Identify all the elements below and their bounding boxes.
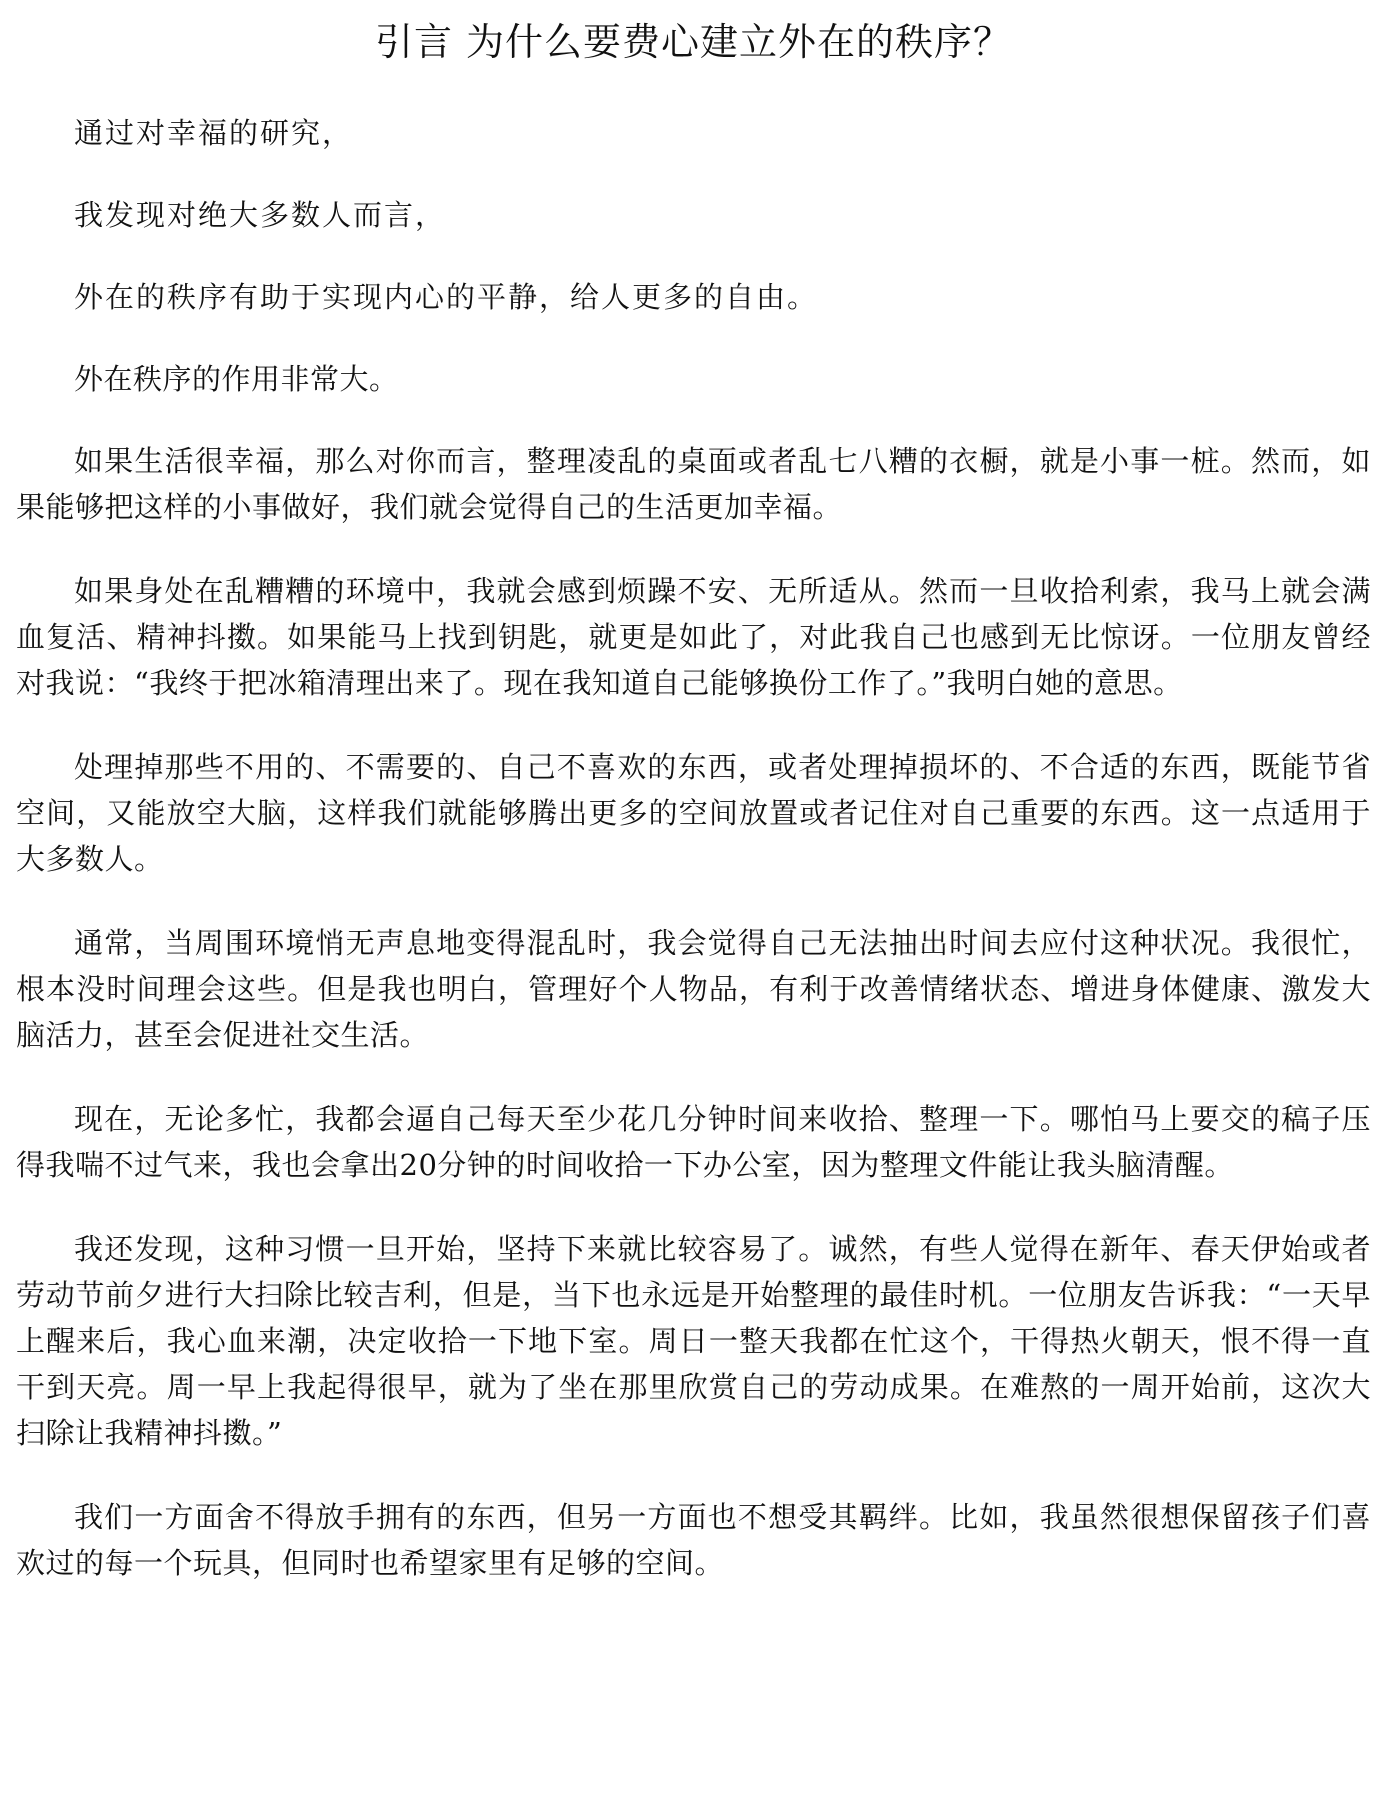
paragraph: 通常，当周围环境悄无声息地变得混乱时，我会觉得自己无法抽出时间去应付这种状况。我很忙，根本没时间理会这些。但是我也明白，管理好个人物品，有利于改善情绪状态、增进身体健康、激发大脑活力，甚至会促进社交生活。: [16, 926, 1371, 1052]
paragraph: 外在的秩序有助于实现内心的平静，给人更多的自由。: [74, 280, 819, 314]
paragraph: 如果生活很幸福，那么对你而言，整理凌乱的桌面或者乱七八糟的衣橱，就是小事一桩。然而，如果能够把这样的小事做好，我们就会觉得自己的生活更加幸福。: [16, 444, 1371, 524]
paragraph: 外在秩序的作用非常大。: [74, 362, 399, 396]
paragraph: 我发现对绝大多数人而言，: [74, 198, 447, 232]
page-title: 引言 为什么要费心建立外在的秩序？: [374, 20, 1013, 64]
paragraph: 现在，无论多忙，我都会逼自己每天至少花几分钟时间来收拾、整理一下。哪怕马上要交的稿子压得我喘不过气来，我也会拿出20分钟的时间收拾一下办公室，因为整理文件能让我头脑清醒。: [16, 1102, 1371, 1182]
paragraph: 我们一方面舍不得放手拥有的东西，但另一方面也不想受其羁绊。比如，我虽然很想保留孩子们喜欢过的每一个玩具，但同时也希望家里有足够的空间。: [16, 1500, 1371, 1580]
paragraph: 处理掉那些不用的、不需要的、自己不喜欢的东西，或者处理掉损坏的、不合适的东西，既能节省空间，又能放空大脑，这样我们就能够腾出更多的空间放置或者记住对自己重要的东西。这一点适用于大多数人。: [16, 750, 1371, 876]
document-body: [16, 110, 1371, 1586]
paragraph: 如果身处在乱糟糟的环境中，我就会感到烦躁不安、无所适从。然而一旦收拾利索，我马上就会满血复活、精神抖擞。如果能马上找到钥匙，就更是如此了，对此我自己也感到无比惊讶。一位朋友曾经对我说：“我终于把冰箱清理出来了。现在我知道自己能够换份工作了。”我明白她的意思。: [16, 574, 1371, 700]
paragraph: 我还发现，这种习惯一旦开始，坚持下来就比较容易了。诚然，有些人觉得在新年、春天伊始或者劳动节前夕进行大扫除比较吉利，但是，当下也永远是开始整理的最佳时机。一位朋友告诉我：“一天早上醒来后，我心血来潮，决定收拾一下地下室。周日一整天我都在忙这个，干得热火朝天，恨不得一直干到天亮。周一早上我起得很早，就为了坐在那里欣赏自己的劳动成果。在难熬的一周开始前，这次大扫除让我精神抖擞。”: [16, 1232, 1371, 1450]
paragraph: 通过对幸福的研究，: [74, 116, 354, 150]
